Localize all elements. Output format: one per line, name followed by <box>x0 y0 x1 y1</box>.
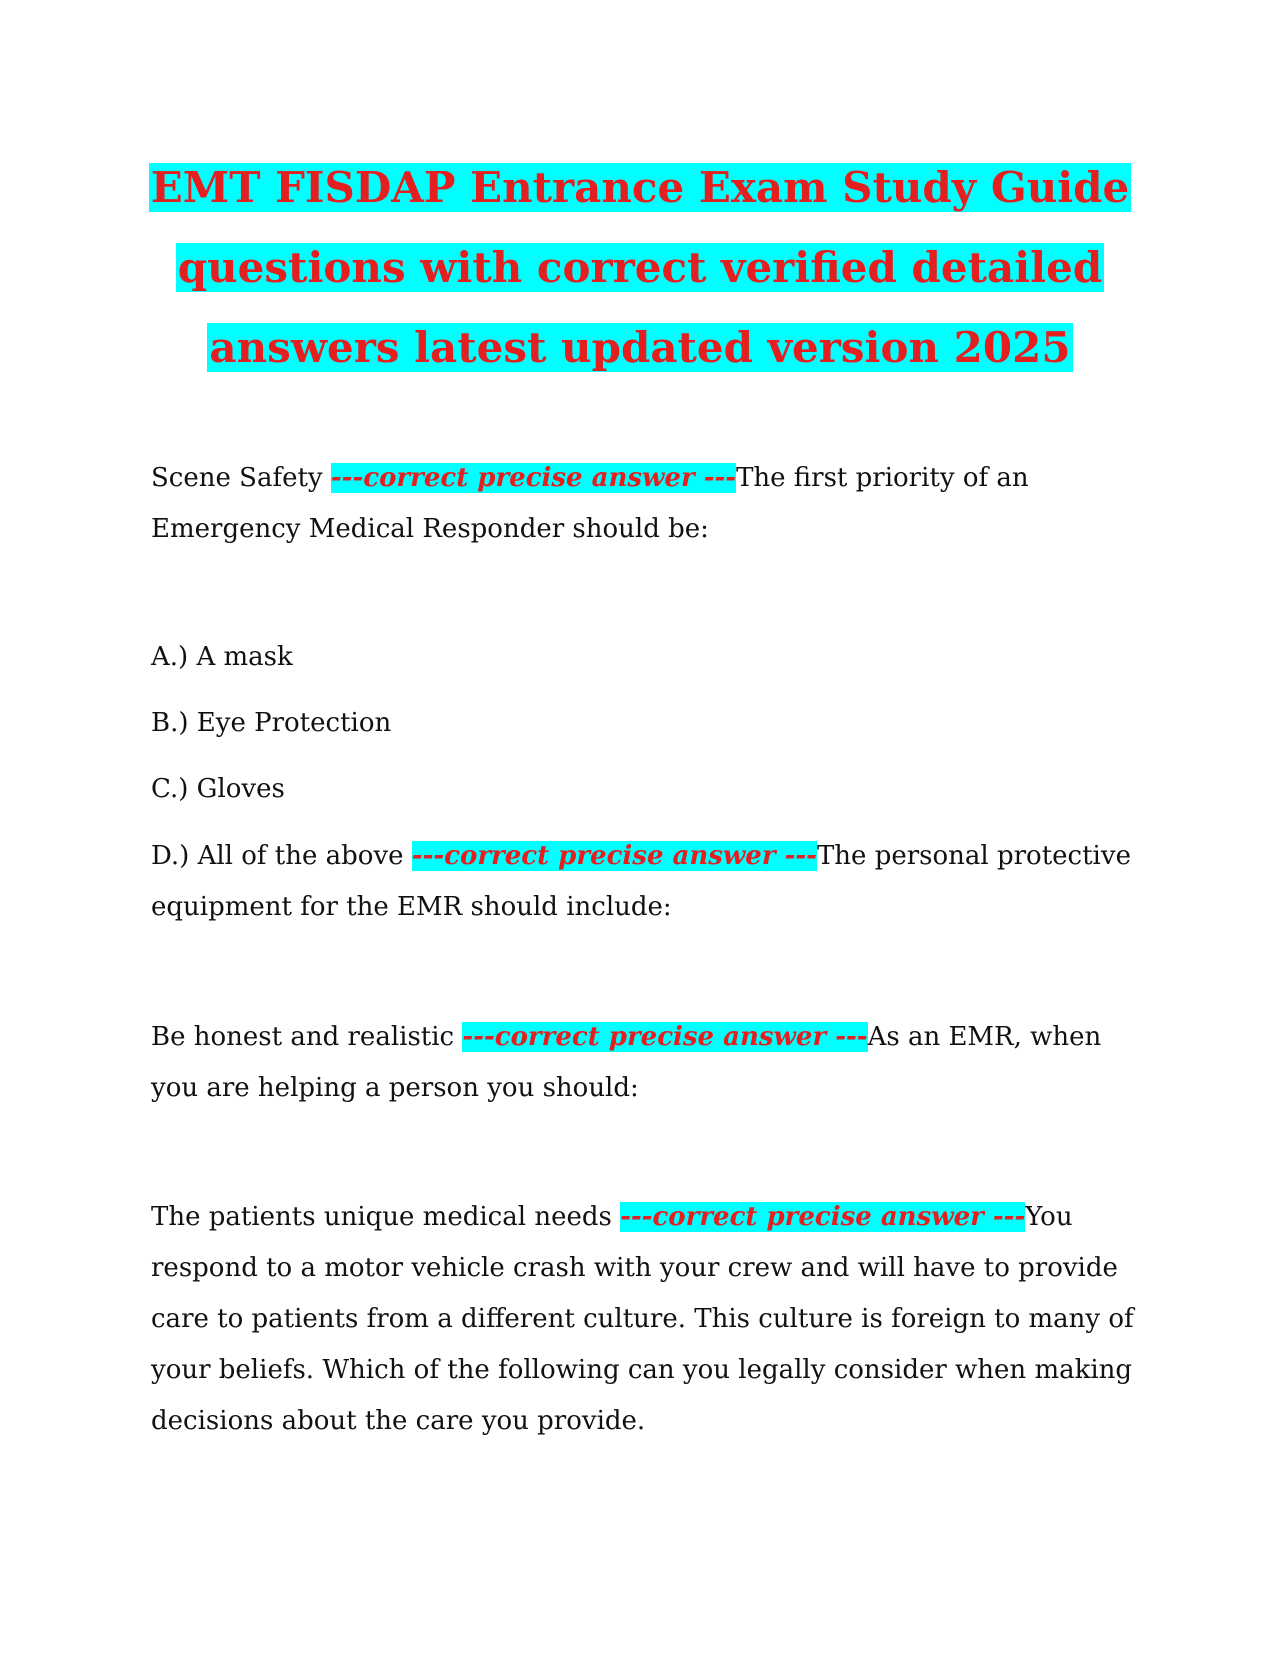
title-line-2: questions with correct verified detailed <box>177 243 1103 292</box>
option-a: A.) A mask <box>151 642 293 672</box>
option-c: C.) Gloves <box>151 774 285 804</box>
entry-2-question: The personal protective equipment for the EMR should include: <box>151 841 1131 922</box>
correct-answer-tag: ---correct precise answer --- <box>462 1022 868 1052</box>
entry-4-question: You respond to a motor vehicle crash with your crew and will have to provide care to patients from a different culture. This culture is foreign to many of your beliefs. Which of the following can you legally consider when making decisions about the care you provide. <box>151 1202 1134 1436</box>
entry-3-question: As an EMR, when you are helping a person you should: <box>151 1022 1102 1103</box>
correct-answer-tag: ---correct precise answer --- <box>620 1202 1026 1232</box>
entry-3 <box>151 1012 1141 1114</box>
entry-3-answer: Be honest and realistic <box>151 1022 463 1052</box>
entry-4-answer: The patients unique medical needs <box>151 1202 621 1232</box>
option-b: B.) Eye Protection <box>151 708 392 738</box>
correct-answer-tag: ---correct precise answer --- <box>330 463 737 493</box>
title-line-1: EMT FISDAP Entrance Exam Study Guide <box>150 163 1130 212</box>
entry-4 <box>151 1192 1141 1447</box>
entry-2-answer: D.) All of the above <box>151 841 412 871</box>
entry-1 <box>151 453 1141 555</box>
entry-2 <box>151 831 1141 933</box>
correct-answer-tag: ---correct precise answer --- <box>411 841 817 871</box>
title-line-3: answers latest updated version 2025 <box>209 323 1071 372</box>
document-title <box>100 148 1180 388</box>
entry-1-answer: Scene Safety <box>151 463 331 493</box>
entry-1-question: The first priority of an Emergency Medical Responder should be: <box>151 463 1029 544</box>
